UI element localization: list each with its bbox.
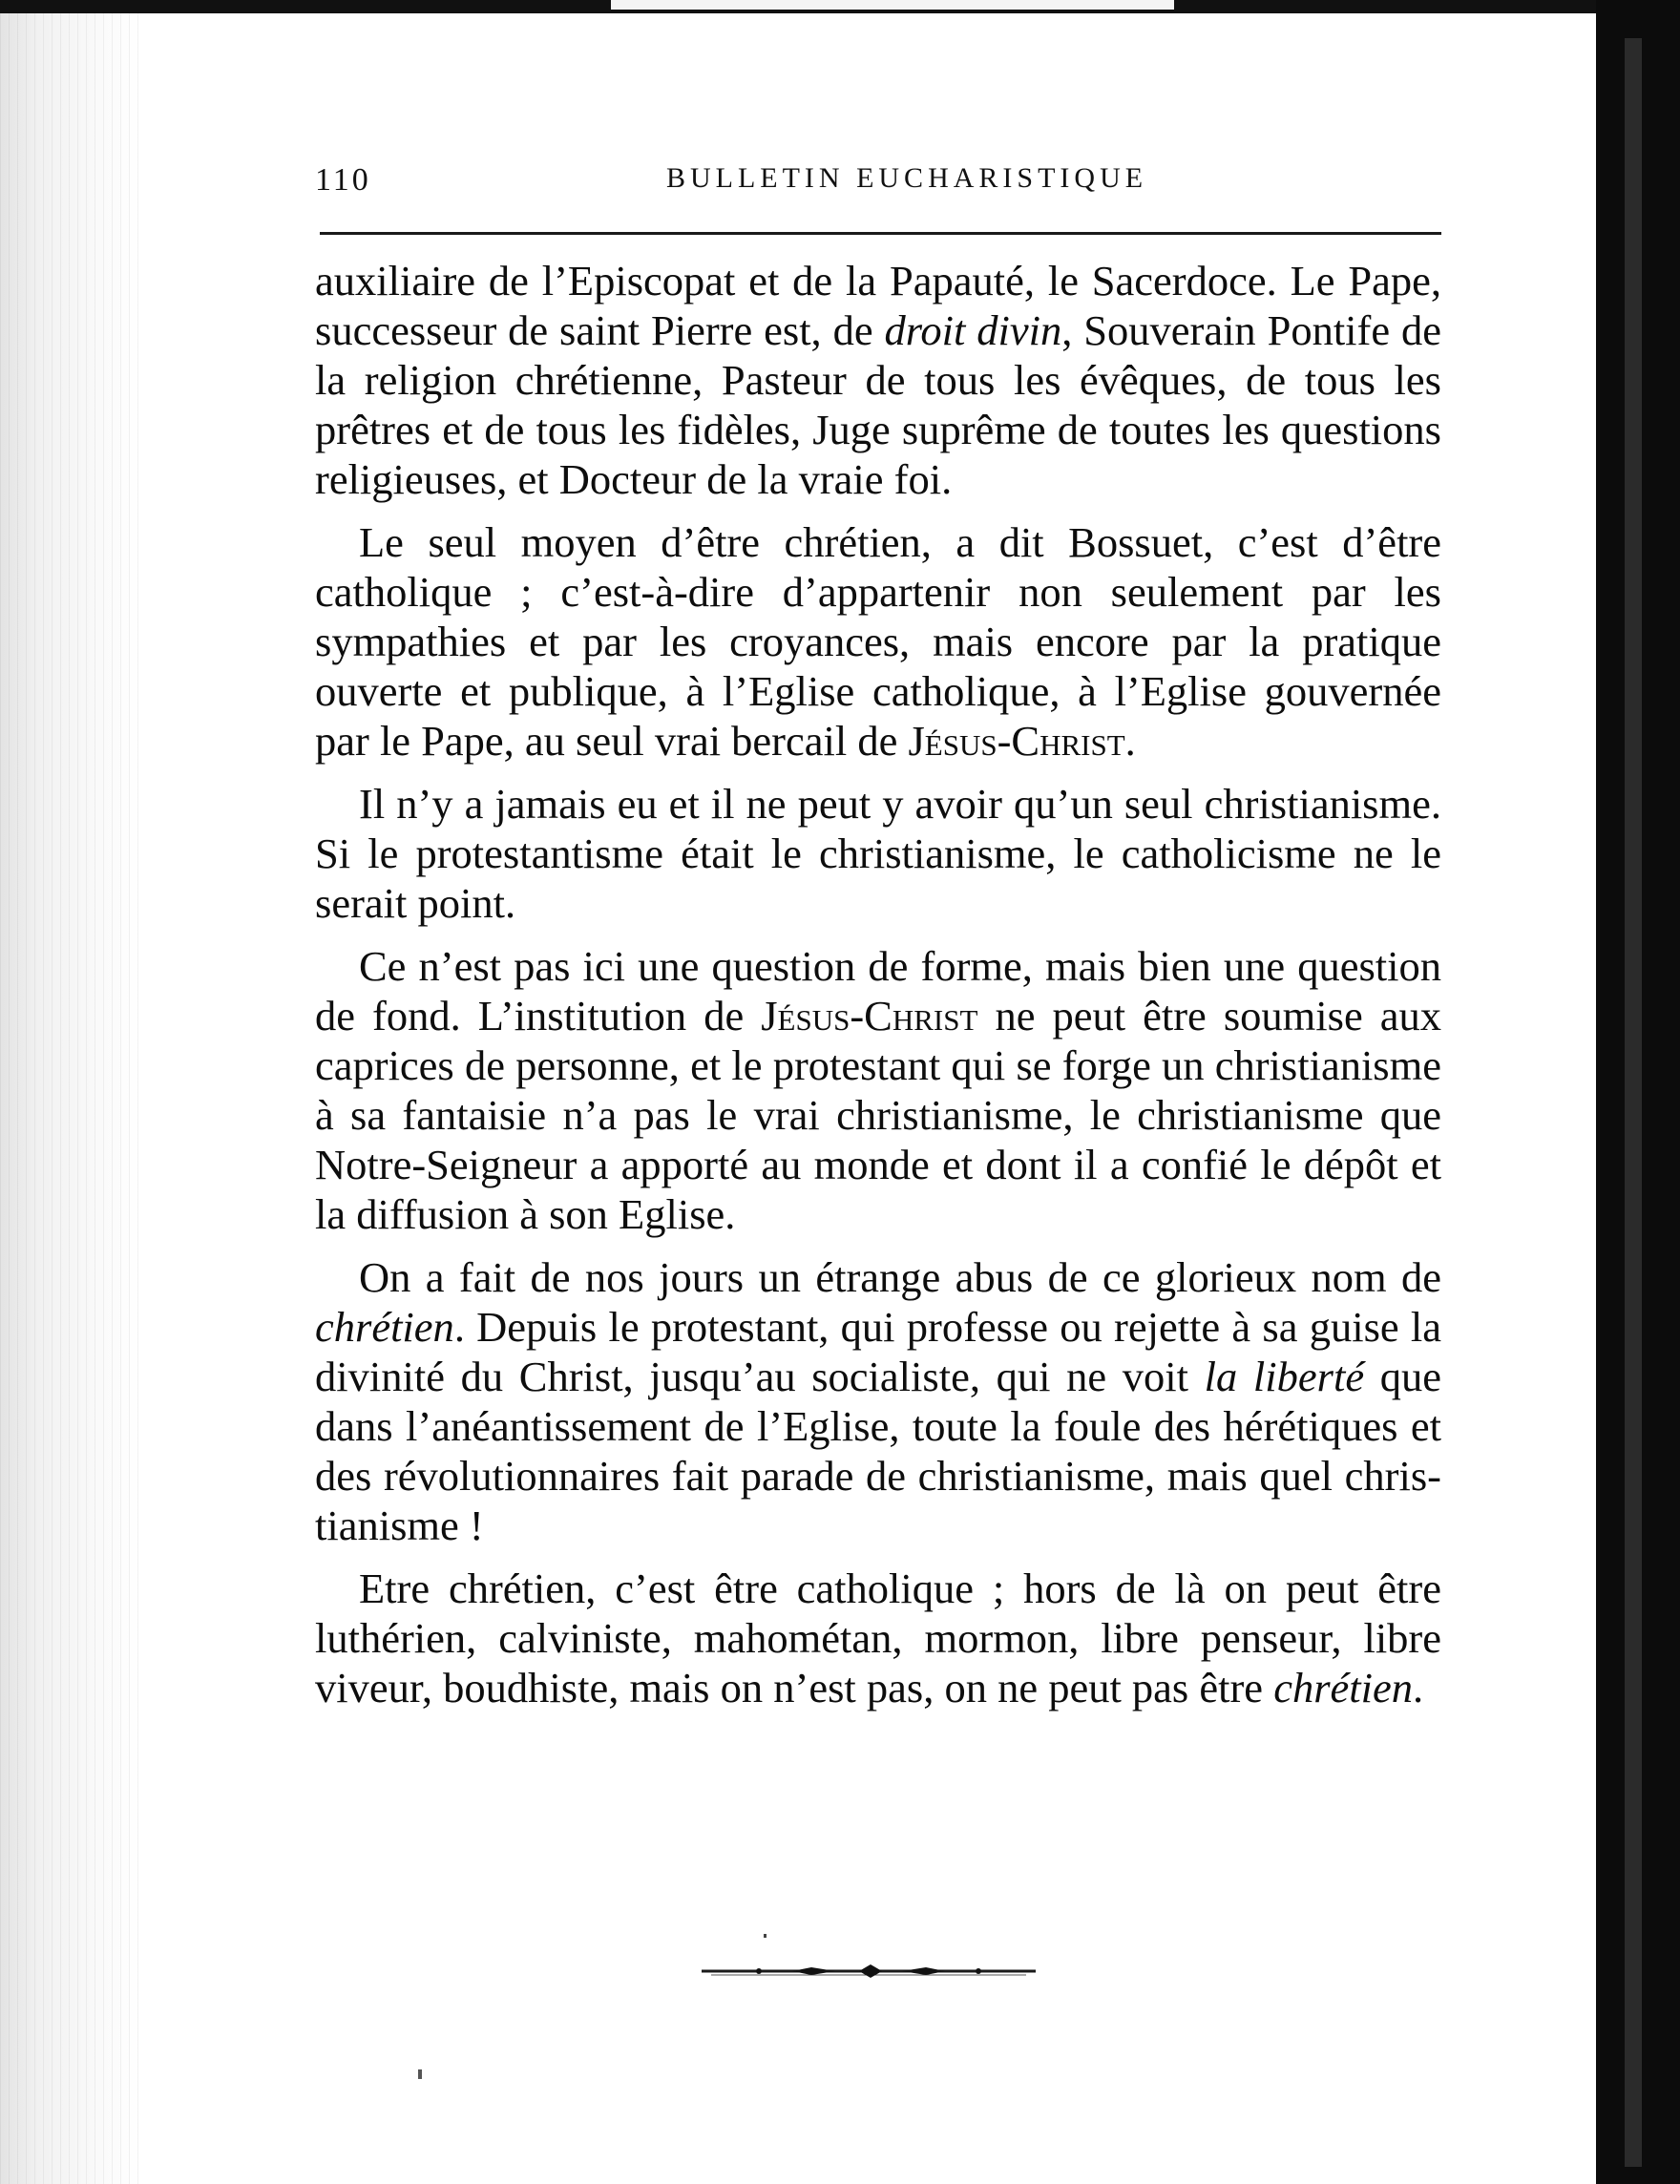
paragraph-5-italic-2: la liberté (1204, 1353, 1365, 1400)
tailpiece-ornament (702, 1959, 1036, 1987)
ink-speck (764, 1934, 766, 1938)
paragraph-1-italic: droit divin (884, 306, 1062, 354)
paragraph-4 (315, 941, 1441, 1239)
header-rule (320, 232, 1441, 235)
paragraph-6-text-b: . (1413, 1664, 1424, 1712)
paragraph-4-text-a: Ce n’est pas ici une question de forme, mais bien une question de fond. L’institution de (315, 942, 1441, 1040)
scan-top-gap (611, 0, 1174, 10)
scan-right-inner-edge (1625, 38, 1642, 2167)
paragraph-2-small-caps: Jésus-Christ (908, 717, 1125, 765)
paragraph-4-small-caps: Jésus-Christ (761, 992, 978, 1040)
running-head (315, 153, 1441, 210)
paragraph-5-text-a: On a fait de nos jours un étrange abus de ce glorieux nom de (359, 1253, 1441, 1301)
paragraph-5-italic-1: chrétien (315, 1303, 454, 1351)
page-number: 110 (315, 162, 371, 198)
page-stack-lines (0, 0, 143, 2184)
paragraph-1-text-b: , Souverain Pontife de la religion chrétienne, Pasteur de tous les évêques, de tous les prêtres et de tous les fidèles, Juge suprême de toutes les questions religieuses, et Docteur de la vraie foi. (315, 306, 1442, 503)
body-text (315, 256, 1441, 1726)
paragraph-2-text-b: . (1124, 717, 1136, 765)
paragraph-5-text-c: que dans l’anéantissement de l’Eglise, toute la foule des hérétiques et des révolutionnaires fait parade de christianisme, mais quel christianisme ! (315, 1353, 1441, 1549)
paragraph-5-text-b: . Depuis le protestant, qui professe ou rejette à sa guise la divinité du Christ, jusqu’au socialiste, qui ne voit (315, 1303, 1441, 1400)
paragraph-6-italic: chrétien (1273, 1664, 1413, 1712)
ink-speck-bottom (418, 2069, 422, 2079)
paragraph-4-text-b: ne peut être soumise aux caprices de personne, et le protestant qui se forge un christianisme à sa fantaisie n’a pas le vrai christianisme, le christianisme que Notre-Seigneur a apporté au monde et dont il a confié le dépôt et la diffusion à son Eglise. (315, 992, 1441, 1238)
running-title: BULLETIN EUCHARISTIQUE (665, 162, 1148, 194)
paragraph-1 (315, 256, 1441, 504)
paragraph-2 (315, 517, 1441, 766)
paragraph-3: Il n’y a jamais eu et il ne peut y avoir qu’un seul christianisme. Si le protestantisme était le christianisme, le catholicisme ne le serait point. (315, 780, 1441, 927)
paragraph-6 (315, 1564, 1441, 1712)
paragraph-6-text-a: Etre chrétien, c’est être catholique ; hors de là on peut être luthérien, calviniste, mahométan, mormon, libre penseur, libre viveur, boudhiste, mais on n’est pas, on ne peut pas être (315, 1564, 1441, 1712)
paragraph-1-text-a: auxiliaire de l’Episcopat et de la Papauté, le Sacerdoce. Le Pape, successeur de saint Pierre est, de (315, 257, 1441, 354)
paragraph-5 (315, 1252, 1441, 1550)
paragraph-2-text-a: Le seul moyen d’être chrétien, a dit Bossuet, c’est d’être catholique ; c’est-à-dire d’appartenir non seulement par les sympathies et par les croyances, mais encore par la pratique ouverte et publique, à l’Eglise catholique, à l’Eglise gouvernée par le Pape, au seul vrai bercail de (315, 518, 1441, 765)
